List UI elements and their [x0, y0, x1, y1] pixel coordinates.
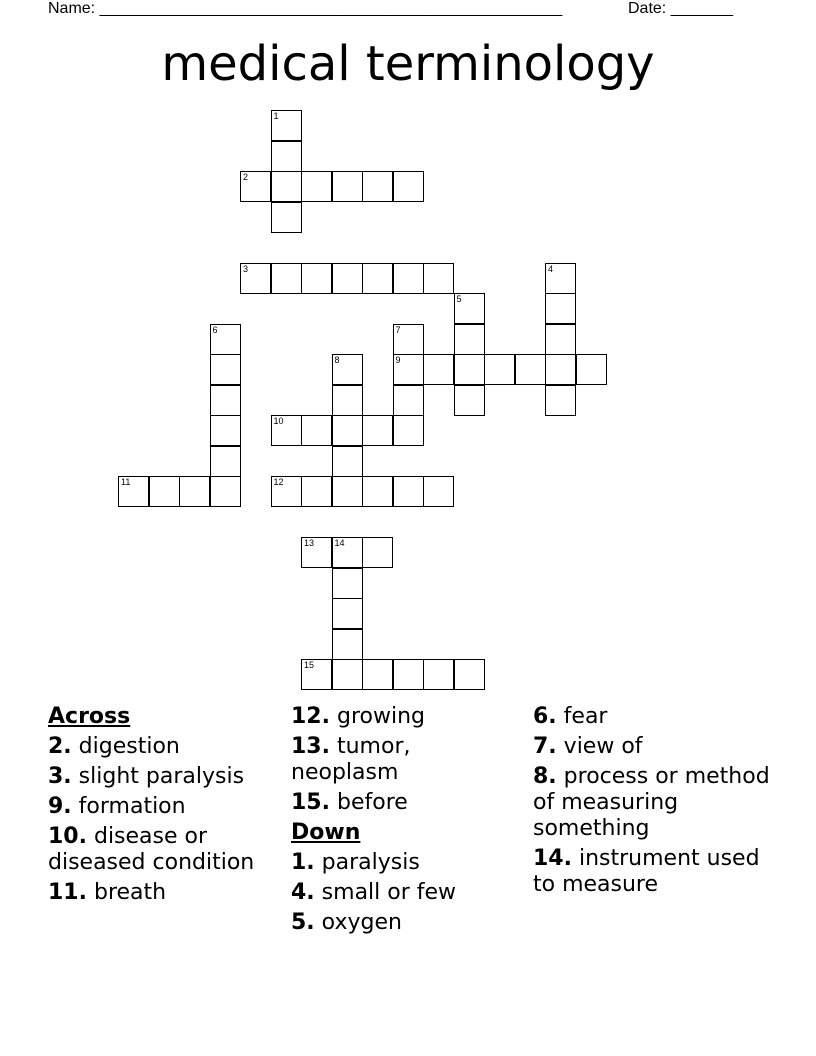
crossword-cell[interactable]	[271, 263, 302, 294]
crossword-cell[interactable]	[271, 415, 302, 446]
clue-number: 4.	[291, 880, 315, 905]
clue-number: 1.	[291, 850, 315, 875]
crossword-cell[interactable]	[301, 659, 332, 690]
clues-column-2	[291, 704, 523, 940]
clue-text: before	[336, 790, 408, 815]
crossword-cell[interactable]	[301, 537, 332, 568]
crossword-cell[interactable]	[362, 537, 393, 568]
clue-text: growing	[336, 704, 425, 729]
crossword-cell[interactable]	[393, 324, 424, 355]
crossword-cell[interactable]	[301, 415, 332, 446]
crossword-cell[interactable]	[393, 659, 424, 690]
down-heading: Down	[291, 820, 361, 845]
crossword-cell[interactable]	[393, 171, 424, 202]
clue-text: oxygen	[321, 910, 402, 935]
clue-across-12	[291, 704, 523, 730]
cell-number: 11	[121, 477, 131, 487]
crossword-cell[interactable]	[393, 415, 424, 446]
cell-number: 2	[243, 172, 249, 182]
crossword-cell[interactable]	[393, 476, 424, 507]
clue-down-5	[291, 910, 523, 936]
crossword-cell[interactable]	[332, 354, 363, 385]
crossword-cell[interactable]	[271, 171, 302, 202]
crossword-cell[interactable]	[515, 354, 546, 385]
crossword-cell[interactable]	[332, 263, 363, 294]
crossword-cell[interactable]	[454, 293, 485, 324]
clue-across-11	[48, 880, 280, 906]
clue-number: 9.	[48, 794, 72, 819]
crossword-cell[interactable]	[301, 171, 332, 202]
crossword-cell[interactable]	[362, 476, 393, 507]
crossword-cell[interactable]	[545, 293, 576, 324]
crossword-cell[interactable]	[332, 598, 363, 629]
crossword-cell[interactable]	[362, 171, 393, 202]
clue-text: digestion	[78, 734, 180, 759]
clue-text: process or method of measuring something	[533, 764, 770, 841]
crossword-cell[interactable]	[423, 659, 454, 690]
crossword-cell[interactable]	[332, 385, 363, 416]
crossword-cell[interactable]	[454, 385, 485, 416]
crossword-cell[interactable]	[362, 659, 393, 690]
clue-text: slight paralysis	[78, 764, 245, 789]
crossword-cell[interactable]	[454, 659, 485, 690]
page-title: medical terminology	[161, 36, 655, 92]
crossword-cell[interactable]	[210, 476, 241, 507]
crossword-cell[interactable]	[332, 476, 363, 507]
crossword-cell[interactable]	[271, 141, 302, 172]
crossword-cell[interactable]	[545, 263, 576, 294]
crossword-cell[interactable]	[454, 324, 485, 355]
clue-down-6	[533, 704, 773, 730]
clue-number: 11.	[48, 880, 87, 905]
across-heading: Across	[48, 704, 131, 729]
crossword-cell[interactable]	[210, 324, 241, 355]
crossword-cell[interactable]	[271, 476, 302, 507]
clue-text: small or few	[321, 880, 457, 905]
crossword-cell[interactable]	[332, 659, 363, 690]
clue-across-10	[48, 824, 280, 876]
clue-text: formation	[78, 794, 186, 819]
cell-number: 13	[304, 538, 315, 548]
clues-column-3	[533, 704, 773, 902]
crossword-cell[interactable]	[301, 263, 332, 294]
crossword-cell[interactable]	[210, 446, 241, 477]
cell-number: 10	[273, 416, 284, 426]
cell-number: 1	[273, 111, 279, 121]
clue-number: 8.	[533, 764, 557, 789]
clue-across-13	[291, 734, 523, 786]
crossword-cell[interactable]	[179, 476, 210, 507]
cell-number: 8	[334, 355, 340, 365]
clue-text: instrument used to measure	[533, 846, 760, 897]
crossword-cell[interactable]	[118, 476, 149, 507]
clue-down-14	[533, 846, 773, 898]
crossword-cell[interactable]	[545, 354, 576, 385]
crossword-cell[interactable]	[576, 354, 607, 385]
clue-across-2	[48, 734, 280, 760]
clue-number: 14.	[533, 846, 572, 871]
crossword-cell[interactable]	[210, 415, 241, 446]
crossword-cell[interactable]	[240, 263, 271, 294]
crossword-cell[interactable]	[362, 415, 393, 446]
clue-down-1	[291, 850, 523, 876]
clue-text: fear	[563, 704, 608, 729]
cell-number: 5	[456, 294, 462, 304]
date-line: Date: _______	[628, 0, 733, 17]
clue-number: 15.	[291, 790, 330, 815]
clue-number: 5.	[291, 910, 315, 935]
cell-number: 9	[395, 355, 401, 365]
clue-number: 6.	[533, 704, 557, 729]
clue-across-15	[291, 790, 523, 816]
name-line: Name: ____________________________________________________	[48, 0, 563, 17]
crossword-cell[interactable]	[271, 110, 302, 141]
cell-number: 12	[273, 477, 284, 487]
clue-across-9	[48, 794, 280, 820]
crossword-cell[interactable]	[332, 629, 363, 660]
crossword-cell[interactable]	[210, 385, 241, 416]
crossword-cell[interactable]	[210, 354, 241, 385]
clue-number: 10.	[48, 824, 87, 849]
crossword-cell[interactable]	[423, 263, 454, 294]
clue-across-3	[48, 764, 280, 790]
crossword-cell[interactable]	[545, 324, 576, 355]
crossword-cell[interactable]	[393, 385, 424, 416]
crossword-cell[interactable]	[393, 354, 424, 385]
crossword-cell[interactable]	[332, 568, 363, 599]
cell-number: 4	[548, 263, 554, 274]
crossword-cell[interactable]	[240, 171, 271, 202]
clue-down-8	[533, 764, 773, 842]
clue-text: view of	[563, 734, 643, 759]
cell-number: 3	[243, 263, 249, 274]
cell-number: 15	[304, 660, 315, 670]
crossword-cell[interactable]	[484, 354, 515, 385]
clue-text: tumor, neoplasm	[291, 734, 411, 785]
clue-number: 3.	[48, 764, 72, 789]
crossword-cell[interactable]	[362, 263, 393, 294]
clue-number: 7.	[533, 734, 557, 759]
crossword-cell[interactable]	[332, 537, 363, 568]
crossword-cell[interactable]	[271, 202, 302, 233]
cell-number: 14	[334, 538, 345, 548]
clue-number: 12.	[291, 704, 330, 729]
crossword-cell[interactable]	[423, 354, 454, 385]
clue-down-7	[533, 734, 773, 760]
clue-text: breath	[93, 880, 167, 905]
crossword-cell[interactable]	[423, 476, 454, 507]
cell-number: 6	[212, 324, 218, 335]
crossword-cell[interactable]	[454, 354, 485, 385]
cell-number: 7	[395, 324, 401, 335]
crossword-cell[interactable]	[332, 171, 363, 202]
crossword-cell[interactable]	[301, 476, 332, 507]
clue-number: 13.	[291, 734, 330, 759]
clue-down-4	[291, 880, 523, 906]
crossword-cell[interactable]	[332, 446, 363, 477]
clue-number: 2.	[48, 734, 72, 759]
clue-text: disease or diseased condition	[48, 824, 255, 875]
crossword-cell[interactable]	[545, 385, 576, 416]
clues-column-1	[48, 704, 280, 910]
clue-text: paralysis	[321, 850, 420, 875]
crossword-cell[interactable]	[393, 263, 424, 294]
crossword-cell[interactable]	[332, 415, 363, 446]
crossword-cell[interactable]	[149, 476, 180, 507]
